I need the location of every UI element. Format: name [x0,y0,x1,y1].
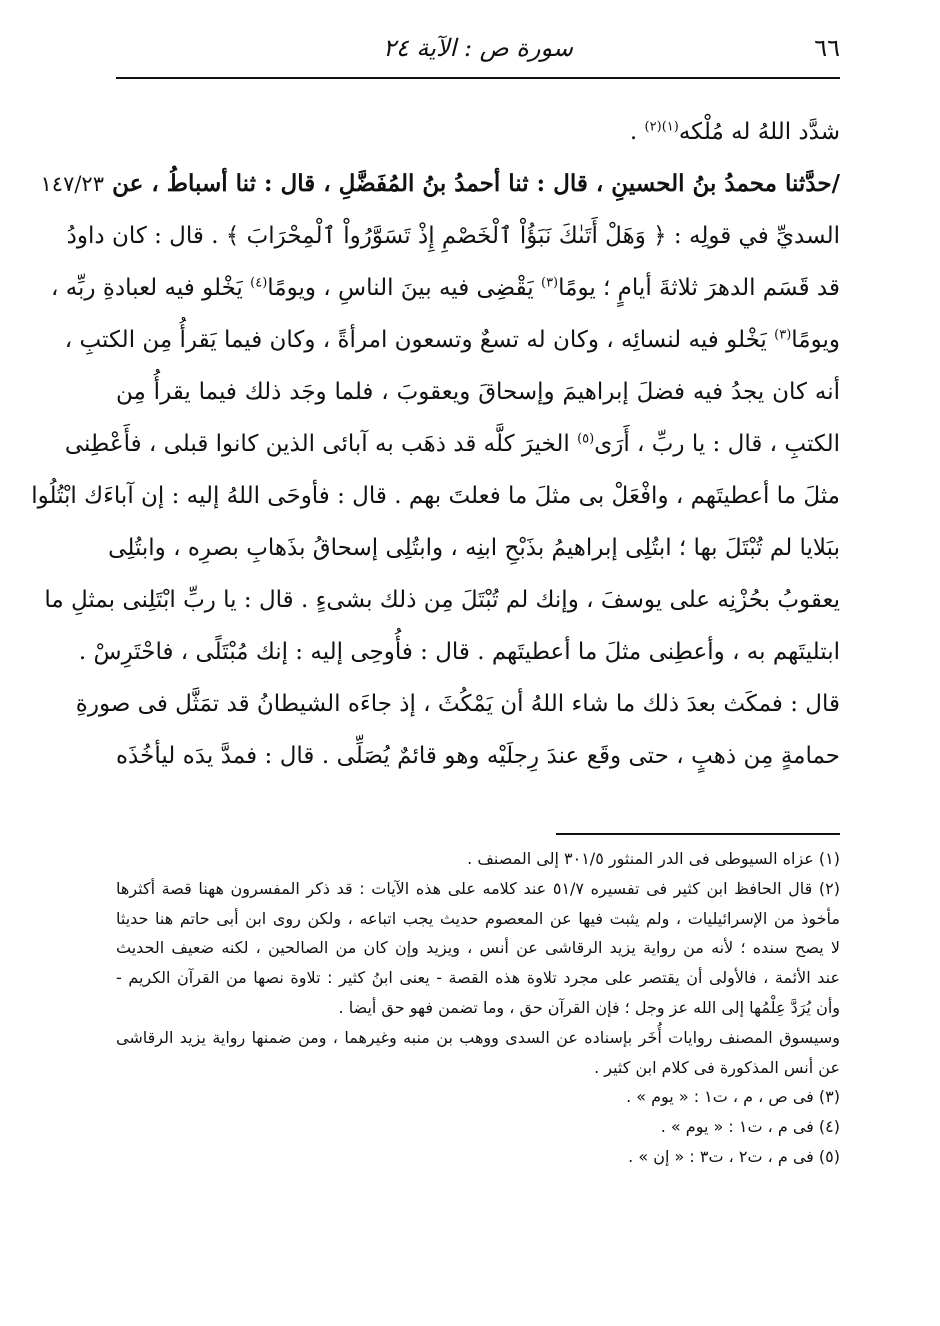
footnote-line-7: وسيسوق المصنف روايات أُخَر بإسناده عن السدى ووهب بن منبه وغيرهما ، ومن ضمنها رواية يزيد الرقاشى [116,1027,840,1047]
footnote-ref-5: (٥) [577,431,595,447]
page-header [116,28,840,68]
line-text-b: يَخْلو فيه لنسائِه ، وكان له تسعٌ وتسعون امرأةً ، وكان فيما يَقرأُ مِن الكتبِ ، [64,327,767,353]
footnote-ref-3: (٣) [540,275,559,291]
text-line-4 [50,262,840,314]
footnote-line-3: مأخوذ من الإسرائيليات ، ولم يثبت فيها عن المعصوم حديث يجب اتباعه ، ولكن روى ابن أبى حاتم هنا حديثا [116,908,840,928]
text-line-11: ابتليتَهم به ، وأعطِنى مثلَ ما أعطيتَهم . قال : فأُوحِى إليه : إنك مُبْتَلًى ، فاحْتَرِسْ . [78,639,840,665]
text-line-2 [112,158,840,210]
footnote-line-11: (٥) فى م ، ت٢ ، ت٣ : « إن » . [628,1146,840,1166]
footnote-ref-4: (٤) [250,275,268,291]
text-line-13: حمامةٍ مِن ذهبٍ ، حتى وقَع عندَ رِجلَيْه وهو قائمٌ يُصَلِّى . قال : فمدَّ يدَه ليأخُذَه [116,743,840,769]
footnote-rule [556,833,840,835]
footnotes [116,844,840,1172]
footnote-ref-3b: (٣) [774,327,792,343]
line-text-b: الخيرَ كلَّه قد ذهَب به آبائى الذين كانوا قبلى ، فأَعْطِنى [64,431,570,457]
line-text-a: قد قَسَم الدهرَ ثلاثةَ أيامٍ ؛ يومًا [558,275,840,301]
text-line-12: قال : فمكَث بعدَ ذلك ما شاء اللهُ أن يَمْكُثَ ، إذ جاءَه الشيطانُ قد تمَثَّل فى صورةِ [75,691,840,717]
line-text: /حدَّثنا محمدُ بنُ الحسينِ ، قال : ثنا أحمدُ بنُ المُفَضَّلِ ، قال : ثنا أسباطُ ، عن [112,170,840,197]
running-title: سورة ص : الآية ٢٤ [383,34,573,62]
footnote-ref-2: (٢) [644,119,662,135]
line-text: شدَّد اللهُ له مُلْكه [678,119,840,145]
footnote-line-10: (٤) فى م ، ت١ : « يوم » . [660,1117,840,1137]
hadith-number: ١٤٧/٢٣ [40,172,104,196]
footnote-line-4: لا يصح سنده ؛ لأنه من رواية يزيد الرقاشى عن أنس ، ويزيد وإن كان من الصالحين ، لكنه ضعيف الحديث [116,938,840,958]
header-rule [116,77,840,79]
text-line-5 [64,314,840,366]
footnote-line-6: وأن يُرَدَّ عِلْمُها إلى الله عز وجل ؛ فإن القرآن حق ، وما تضمن فهو حق أيضا . [338,997,840,1017]
line-text-b: يَقْضِى فيه بينَ الناسِ ، ويومًا [267,275,534,301]
text-line-8: مثلَ ما أعطيتَهم ، وافْعَلْ بى مثلَ ما فعلتَ بهم . قال : فأوحَى اللهُ إليه : إن آباءَك ابْتُلُوا [31,483,840,509]
footnote-line-9: (٣) فى ص ، م ، ت١ : « يوم » . [626,1087,840,1107]
footnote-line-5: عند الأئمة ، فالأولى أن يقتصر على مجرد تلاوة هذه القصة - يعنى ابنُ كثير : تلاوة نصها من القرآن الكريم - [116,968,840,988]
footnote-ref-1: (١) [661,119,679,135]
text-line-1 [116,106,840,158]
text-line-7 [64,418,840,470]
footnote-line-2: (٢) قال الحافظ ابن كثير فى تفسيره ٥١/٧ عند كلامه على هذه الآيات : قد ذكر المفسرون ههنا قصة أكثرها [116,878,841,898]
footnote-line-8: عن أنس المذكورة فى كلام ابن كثير . [594,1057,840,1077]
text-line-9: ببَلايا لم تُبْتَلَ بها ؛ ابتُلِى إبراهيمُ بذَبْحِ ابنِه ، وابتُلِى إسحاقُ بذَهابِ بصرِه ، وابتُلِى [108,535,840,561]
line-text-c: يَخْلو فيه لعبادةِ ربِّه ، [50,275,243,301]
line-text-a: ويومًا [791,327,840,353]
text-line-6: أنه كان يجدُ فيه فضلَ إبراهيمَ وإسحاقَ ويعقوبَ ، فلما وجَد ذلك فيما يقرأُ مِن [116,379,840,405]
page-number: ٦٦ [814,34,840,62]
text-line-3: السديِّ في قولِه : ﴿ وَهَلْ أَتَىٰكَ نَبَؤُاْ ٱلْخَصْمِ إِذْ تَسَوَّرُواْ ٱلْمِحْرَابَ ﴾ . قال : كان داودُ [66,223,840,249]
line-text-a: الكتبِ ، قال : يا ربِّ ، أَرَى [594,431,840,457]
text-line-10: يعقوبُ بحُزْنِه على يوسفَ ، وإنك لم تُبْتَلَ مِن ذلك بشىءٍ . قال : يا ربِّ ابْتَلِنى بمثلِ ما [44,587,840,613]
period: . [629,119,638,145]
footnote-line-1: (١) عزاه السيوطى فى الدر المنثور ٣٠١/٥ إلى المصنف . [467,849,840,868]
